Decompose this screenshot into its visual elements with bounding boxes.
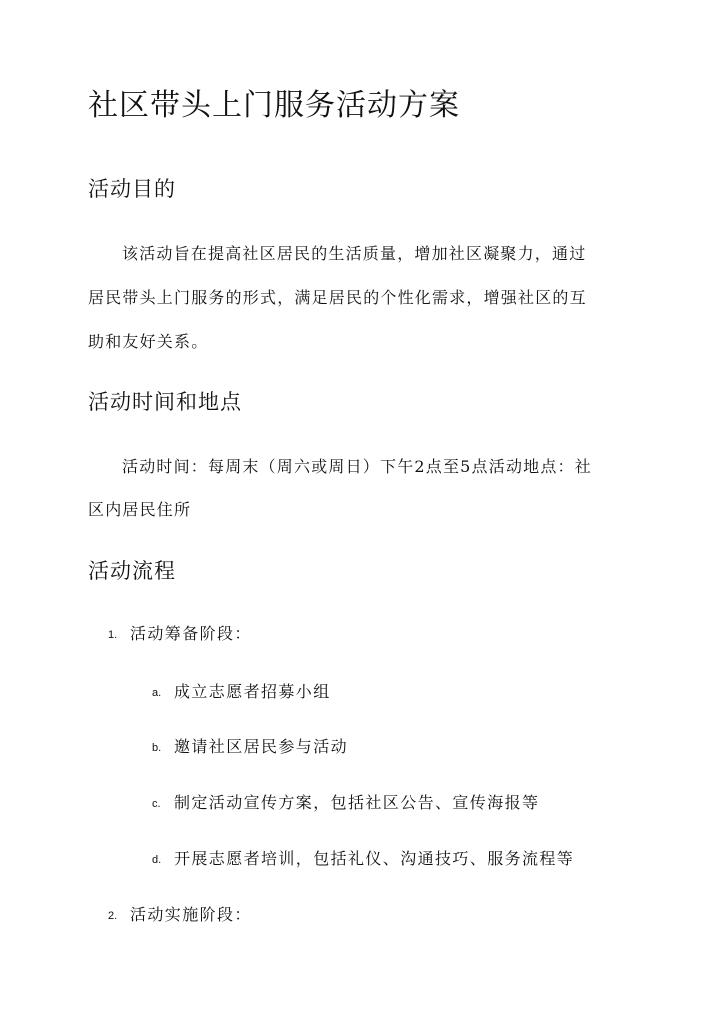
step-label: 活动筹备阶段： (130, 624, 252, 643)
step-number: 1. (108, 629, 118, 641)
sub-step-number: c. (152, 798, 161, 810)
heading-purpose: 活动目的 (88, 177, 176, 201)
purpose-line-3: 助和友好关系。 (88, 332, 209, 351)
sub-step-text: 邀请社区居民参与活动 (174, 737, 349, 756)
purpose-line-2: 居民带头上门服务的形式，满足居民的个性化需求，增强社区的互 (88, 288, 587, 307)
time-place-line-1: 活动时间：每周末（周六或周日）下午2点至5点活动地点：社 (122, 457, 592, 476)
step-label: 活动实施阶段： (130, 905, 252, 924)
sub-step-text: 成立志愿者招募小组 (174, 682, 331, 701)
purpose-line-1: 该活动旨在提高社区居民的生活质量，增加社区凝聚力，通过 (122, 244, 587, 263)
step-number: 2. (108, 910, 118, 922)
sub-step-number: a. (152, 687, 162, 699)
sub-step-text: 制定活动宣传方案，包括社区公告、宣传海报等 (174, 793, 540, 812)
page-title: 社区带头上门服务活动方案 (88, 88, 460, 123)
sub-step-text: 开展志愿者培训，包括礼仪、沟通技巧、服务流程等 (174, 849, 575, 868)
time-place-line-2: 区内居民住所 (88, 500, 192, 519)
heading-time-place: 活动时间和地点 (88, 390, 242, 414)
heading-process: 活动流程 (88, 559, 176, 583)
sub-step-number: b. (152, 742, 162, 754)
sub-step-number: d. (152, 854, 162, 866)
